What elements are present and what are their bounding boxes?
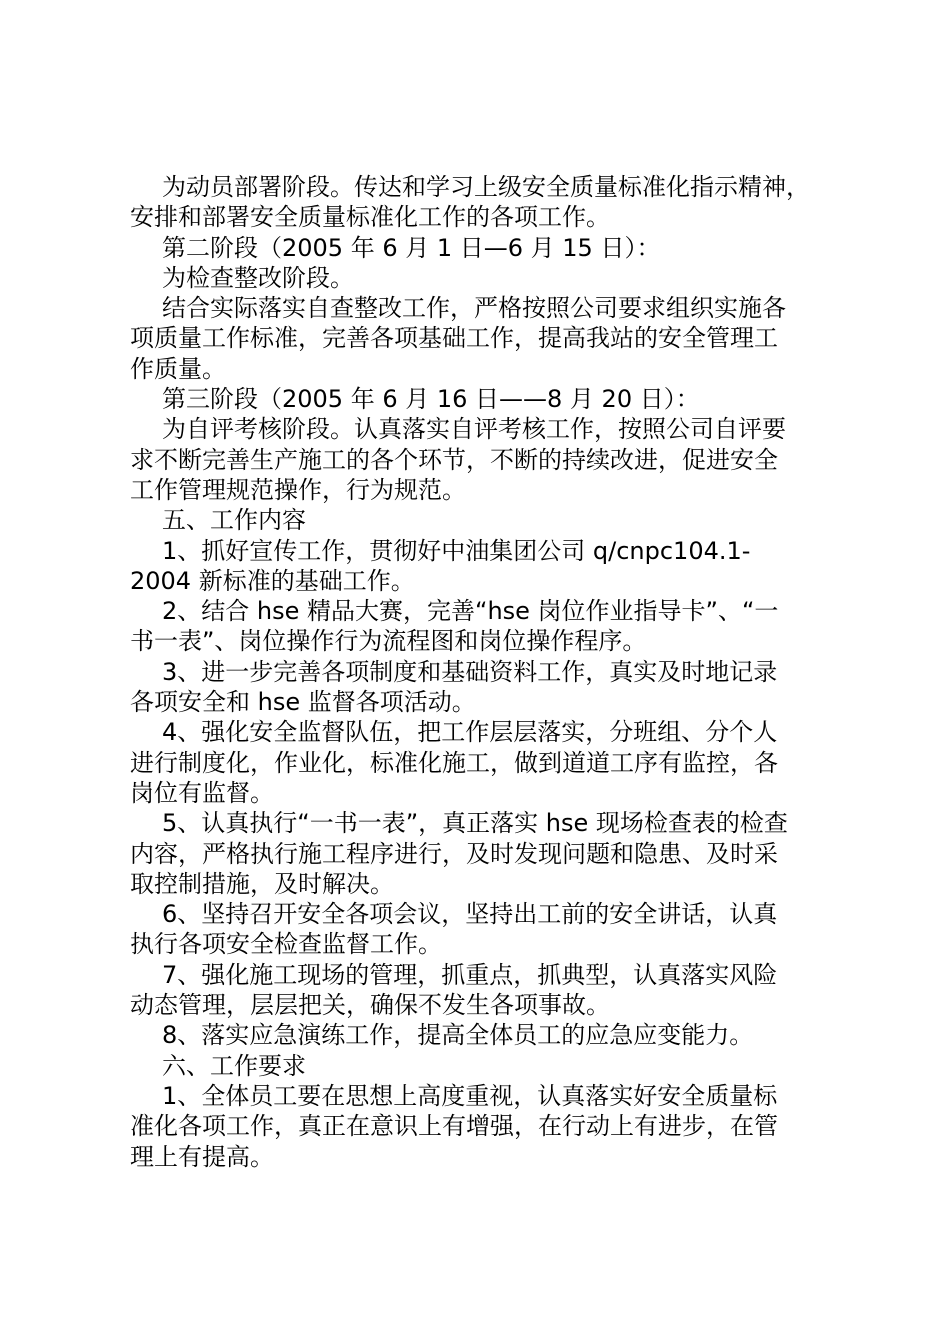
paragraph	[130, 717, 830, 808]
paragraph-line: 安排和部署安全质量标准化工作的各项工作。	[130, 203, 610, 232]
paragraph	[130, 172, 830, 233]
paragraph-line: 作质量。	[130, 354, 226, 383]
paragraph-line: 内容，严格执行施工程序进行，及时发现问题和隐患、及时采	[130, 839, 778, 868]
paragraph-line: 岗位有监督。	[130, 778, 274, 807]
paragraph	[130, 960, 830, 1021]
paragraph-line: 动态管理，层层把关，确保不发生各项事故。	[130, 991, 610, 1020]
paragraph	[130, 414, 830, 505]
paragraph-line: 为动员部署阶段。传达和学习上级安全质量标准化指示精神，	[162, 173, 810, 201]
paragraph-line: 六、工作要求	[162, 1051, 306, 1080]
paragraph	[130, 808, 830, 899]
paragraph	[130, 657, 830, 718]
paragraph	[130, 536, 830, 597]
paragraph-line: 工作管理规范操作，行为规范。	[130, 475, 466, 504]
paragraph-line: 书一表”、岗位操作行为流程图和岗位操作程序。	[130, 627, 647, 656]
paragraph-line: 理上有提高。	[130, 1142, 274, 1171]
paragraph-line: 为检查整改阶段。	[162, 263, 354, 292]
paragraph-line: 第三阶段（2005 年 6 月 16 日——8 月 20 日）：	[162, 385, 700, 414]
document-body	[130, 172, 830, 1172]
paragraph-line: 7、强化施工现场的管理，抓重点，抓典型，认真落实风险	[162, 960, 778, 989]
paragraph-line: 项质量工作标准，完善各项基础工作，提高我站的安全管理工	[130, 324, 778, 353]
paragraph	[130, 1081, 830, 1172]
paragraph-line: 4、强化安全监督队伍，把工作层层落实，分班组、分个人	[162, 718, 778, 747]
paragraph-line: 为自评考核阶段。认真落实自评考核工作，按照公司自评要	[162, 415, 786, 444]
paragraph	[130, 596, 830, 657]
paragraph-line: 求不断完善生产施工的各个环节，不断的持续改进，促进安全	[130, 445, 778, 474]
paragraph-line: 2004 新标准的基础工作。	[130, 566, 415, 595]
paragraph-line: 1、抓好宣传工作，贯彻好中油集团公司 q/cnpc104.1-	[162, 536, 751, 565]
paragraph-line: 进行制度化，作业化，标准化施工，做到道道工序有监控，各	[130, 748, 778, 777]
paragraph-line: 8、落实应急演练工作，提高全体员工的应急应变能力。	[162, 1021, 754, 1050]
paragraph	[130, 233, 830, 263]
paragraph	[130, 899, 830, 960]
paragraph	[130, 505, 830, 535]
paragraph-line: 结合实际落实自查整改工作，严格按照公司要求组织实施各	[162, 294, 786, 323]
paragraph-line: 准化各项工作，真正在意识上有增强，在行动上有进步，在管	[130, 1112, 778, 1141]
paragraph	[130, 263, 830, 293]
paragraph	[130, 1051, 830, 1081]
paragraph-line: 5、认真执行“一书一表”，真正落实 hse 现场检查表的检查	[162, 809, 788, 838]
paragraph-line: 取控制措施，及时解决。	[130, 869, 394, 898]
paragraph-line: 第二阶段（2005 年 6 月 1 日—6 月 15 日）：	[162, 233, 661, 262]
paragraph-line: 6、坚持召开安全各项会议，坚持出工前的安全讲话，认真	[162, 900, 778, 929]
paragraph-line: 1、全体员工要在思想上高度重视，认真落实好安全质量标	[162, 1081, 778, 1110]
paragraph-line: 各项安全和 hse 监督各项活动。	[130, 688, 476, 717]
paragraph-line: 执行各项安全检查监督工作。	[130, 930, 442, 959]
paragraph-line: 五、工作内容	[162, 506, 306, 535]
paragraph-line: 3、进一步完善各项制度和基础资料工作，真实及时地记录	[162, 657, 778, 686]
paragraph	[130, 293, 830, 384]
paragraph-line: 2、结合 hse 精品大赛，完善“hse 岗位作业指导卡”、“一	[162, 597, 779, 626]
paragraph	[130, 384, 830, 414]
paragraph	[130, 1020, 830, 1050]
